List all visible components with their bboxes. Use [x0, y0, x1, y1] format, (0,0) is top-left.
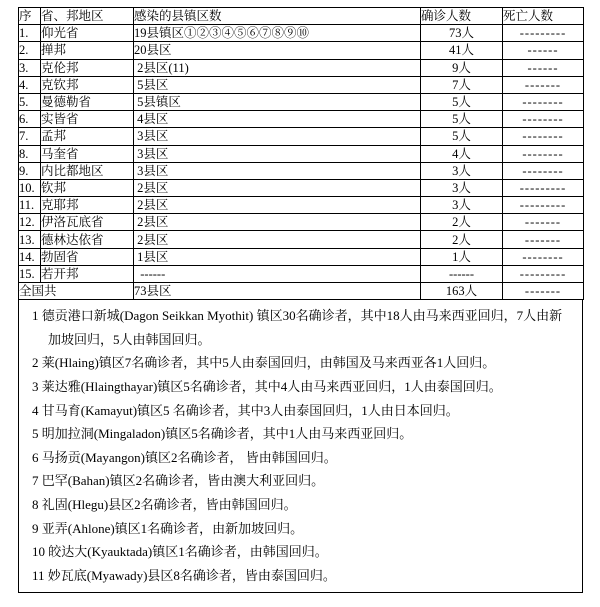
- cell-confirmed: 5人: [421, 111, 503, 128]
- table-header-row: [19, 8, 584, 25]
- cell-deaths: -------: [503, 214, 584, 231]
- document-page: [0, 7, 600, 607]
- cell-deaths: -------: [503, 231, 584, 248]
- cell-deaths: --------: [503, 128, 584, 145]
- cell-deaths: ---------: [503, 179, 584, 196]
- cell-infected: 4县区: [134, 111, 421, 128]
- cell-confirmed: ------: [421, 265, 503, 282]
- col-header-region: 省、邦地区: [41, 8, 134, 25]
- cell-infected: 2县区: [134, 231, 421, 248]
- footnote-item: 2 莱(Hlaing)镇区7名确诊者，其中5人由泰国回归，由韩国及马来西亚各1人回归。: [32, 355, 496, 371]
- cell-region: 若开邦: [41, 265, 134, 282]
- cell-confirmed: 41人: [421, 42, 503, 59]
- cell-infected: 2县区: [134, 179, 421, 196]
- footnotes-box: [18, 300, 583, 593]
- region-cases-table: [18, 7, 584, 300]
- cell-no: 3.: [19, 59, 41, 76]
- table-row: [19, 162, 584, 179]
- cell-deaths: --------: [503, 145, 584, 162]
- table-row: [19, 197, 584, 214]
- cell-infected: 3县区: [134, 145, 421, 162]
- cell-region: 仰光省: [41, 25, 134, 42]
- cell-region: 克伦邦: [41, 59, 134, 76]
- cell-no: 9.: [19, 162, 41, 179]
- table-row: [19, 59, 584, 76]
- cell-deaths: --------: [503, 162, 584, 179]
- table-row: [19, 179, 584, 196]
- cell-infected: 20县区: [134, 42, 421, 59]
- cell-no: 15.: [19, 265, 41, 282]
- cell-infected: 2县区: [134, 197, 421, 214]
- cell-no: 12.: [19, 214, 41, 231]
- cell-deaths: ---------: [503, 265, 584, 282]
- cell-deaths: --------: [503, 93, 584, 110]
- cell-infected: 3县区: [134, 128, 421, 145]
- footnote-item: 9 亚弄(Ahlone)镇区1名确诊者，由新加坡回归。: [32, 520, 304, 536]
- table-row: [19, 265, 584, 282]
- cell-no: 4.: [19, 76, 41, 93]
- cell-no: 8.: [19, 145, 41, 162]
- cell-total-infected: 73县区: [134, 283, 421, 300]
- cell-no: 13.: [19, 231, 41, 248]
- cell-no: 10.: [19, 179, 41, 196]
- table-row: [19, 214, 584, 231]
- cell-infected: 2县区: [134, 214, 421, 231]
- table-row: [19, 76, 584, 93]
- cell-confirmed: 3人: [421, 162, 503, 179]
- table-row: [19, 93, 584, 110]
- table-row: [19, 111, 584, 128]
- cell-confirmed: 1人: [421, 248, 503, 265]
- cell-no: 2.: [19, 42, 41, 59]
- table-row: [19, 145, 584, 162]
- footnote-item: 8 礼固(Hlegu)县区2名确诊者，皆由韩国回归。: [32, 496, 297, 512]
- table-row: [19, 42, 584, 59]
- table-row: [19, 128, 584, 145]
- footnote-item: 5 明加拉洞(Mingaladon)镇区5名确诊者，其中1人由马来西亚回归。: [32, 426, 413, 442]
- cell-no: 7.: [19, 128, 41, 145]
- col-header-infected-districts: 感染的县镇区数: [134, 8, 421, 25]
- table-row: [19, 231, 584, 248]
- total-row: [19, 283, 584, 300]
- footnote-item: 1 德贡港口新城(Dagon Seikkan Myothit) 镇区30名确诊者，其中18人由马来西亚回归，7人由新加坡回归，5人由韩国回归。: [32, 308, 563, 347]
- table-row: [19, 248, 584, 265]
- cell-confirmed: 2人: [421, 231, 503, 248]
- cell-infected: ------: [134, 265, 421, 282]
- cell-deaths: --------: [503, 248, 584, 265]
- cell-region: 马奎省: [41, 145, 134, 162]
- cell-region: 钦邦: [41, 179, 134, 196]
- cell-infected: 1县区: [134, 248, 421, 265]
- footnote-item: 11 妙瓦底(Myawady)县区8名确诊者，皆由泰国回归。: [32, 567, 336, 583]
- cell-infected: 19县镇区①②③④⑤⑥⑦⑧⑨⑩: [134, 25, 421, 42]
- cell-no: 5.: [19, 93, 41, 110]
- cell-region: 克耶邦: [41, 197, 134, 214]
- cell-confirmed: 73人: [421, 25, 503, 42]
- footnote-item: 4 甘马育(Kamayut)镇区5 名确诊者，其中3人由泰国回归，1人由日本回归。: [32, 402, 459, 418]
- cell-confirmed: 3人: [421, 197, 503, 214]
- footnote-item: 7 巴罕(Bahan)镇区2名确诊者，皆由澳大利亚回归。: [32, 473, 325, 489]
- cell-no: 6.: [19, 111, 41, 128]
- cell-infected: 2县区(11): [134, 59, 421, 76]
- cell-deaths: -------: [503, 76, 584, 93]
- cell-confirmed: 3人: [421, 179, 503, 196]
- cell-deaths: ------: [503, 59, 584, 76]
- cell-deaths: ---------: [503, 197, 584, 214]
- cell-total-deaths: -------: [503, 283, 584, 300]
- col-header-confirmed: 确诊人数: [421, 8, 503, 25]
- cell-region: 孟邦: [41, 128, 134, 145]
- cell-no: 1.: [19, 25, 41, 42]
- col-header-no: 序: [19, 8, 41, 25]
- footnote-item: 10 皎达大(Kyauktada)镇区1名确诊者，由韩国回归。: [32, 544, 328, 560]
- footnote-item: 3 莱达雅(Hlaingthayar)镇区5名确诊者，其中4人由马来西亚回归，1人由泰国回归。: [32, 378, 502, 394]
- cell-total-label: 全国共: [19, 283, 134, 300]
- cell-confirmed: 9人: [421, 59, 503, 76]
- cell-infected: 5县镇区: [134, 93, 421, 110]
- cell-region: 实皆省: [41, 111, 134, 128]
- cell-deaths: ---------: [503, 25, 584, 42]
- cell-region: 伊洛瓦底省: [41, 214, 134, 231]
- cell-region: 勃固省: [41, 248, 134, 265]
- cell-region: 曼德勒省: [41, 93, 134, 110]
- cell-confirmed: 4人: [421, 145, 503, 162]
- cell-confirmed: 5人: [421, 93, 503, 110]
- cell-region: 德林达依省: [41, 231, 134, 248]
- cell-region: 克钦邦: [41, 76, 134, 93]
- cell-confirmed: 5人: [421, 128, 503, 145]
- table-row: [19, 25, 584, 42]
- cell-deaths: ------: [503, 42, 584, 59]
- cell-region: 掸邦: [41, 42, 134, 59]
- cell-total-confirmed: 163人: [421, 283, 503, 300]
- cell-confirmed: 2人: [421, 214, 503, 231]
- col-header-deaths: 死亡人数: [503, 8, 584, 25]
- cell-no: 14.: [19, 248, 41, 265]
- cell-confirmed: 7人: [421, 76, 503, 93]
- cell-no: 11.: [19, 197, 41, 214]
- cell-deaths: --------: [503, 111, 584, 128]
- cell-infected: 3县区: [134, 162, 421, 179]
- cell-region: 内比都地区: [41, 162, 134, 179]
- footnote-item: 6 马扬贡(Mayangon)镇区2名确诊者， 皆由韩国回归。: [32, 449, 337, 465]
- cell-infected: 5县区: [134, 76, 421, 93]
